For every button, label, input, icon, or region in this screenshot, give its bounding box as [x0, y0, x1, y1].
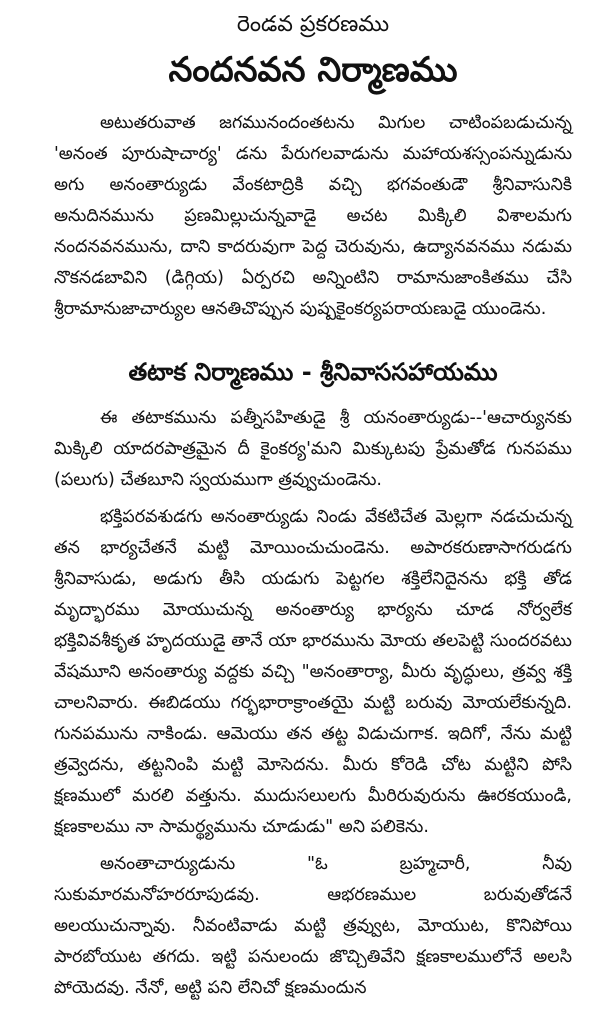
- section-2-title: తటాక నిర్మాణము - శ్రీనివాససహాయము: [128, 358, 498, 386]
- chapter-heading: రెండవ ప్రకరణము: [236, 12, 390, 37]
- section-1-paragraph: అటుతరువాత జగమునందంతటను మిగుల చాటింపబడుచున్న 'అనంత పూరుషాచార్య' డను పేరుగలవాడును మహాయశస్సంపన్నుడును అగు అనంతార్యుడు వేంకటాద్రికి వచ్చి భగవంతుడౌ శ్రీనివాసునికి అనుదినమును ప్రణమిల్లుచున్నవాడై అచట మిక్కిలి విశాలమగు నందనవనమును, దాని కాదరువుగా పెద్ద చెరువును, ఉద్యానవనము నడుమ నొకనడబావిని (డిగ్గియ) ఏర్పరచి అన్నింటిని రామానుజాంకితము చేసి శ్రీరామానుజాచార్యుల ఆనతిచొప్పున పుష్పకైంకర్యపరాయణుడై యుండెను.: [54, 113, 572, 319]
- section-2-paragraph-2: భక్తిపరవశుడగు అనంతార్యుడు నిండు వేకటిచేత మెల్లగా నడచుచున్న తన భార్యచేతనే మట్టి మోయించుచుండెను. అపారకరుణాసాగరుడగు శ్రీనివాసుడు, అడుగు తీసి యడుగు పెట్టగల శక్తిలేనిదైనను భక్తి తోడ మృద్భారము మోయుచున్న అనంతార్యు భార్యను చూడ నోర్వలేక భక్తివివశీకృత హృదయుడై తానే యా భారమును మోయ తలపెట్టి సుందరవటు వేషమూని అనంతార్యు వద్దకు వచ్చి "అనంతార్యా, మీరు వృద్ధులు, త్రవ్వ శక్తి చాలనివారు. ఈబిడయు గర్భభారాక్రాంతయై మట్టి బరువు మోయలేకున్నది. గునపమును నాకిండు. ఆమెయు తన తట్ట విడుచుగాక. ఇదిగో, నేను మట్టి త్రవ్వెదను, తట్టనింపి మట్టి మోసెదను. మీరు కోరెడి చోట మట్టిని పోసి క్షణములో మరలి వత్తును. ముదుసలులగు మీరిరువురును ఊరకయుండి, క్షణకాలము నా సామర్థ్యమును చూడుడు" అని పలికెను.: [54, 507, 572, 837]
- section-2-paragraph-1: ఈ తటాకమును పత్నీసహితుడై శ్రీ యనంతార్యుడు--'ఆచార్యునకు మిక్కిలి యాదరపాత్రమైన దీ కైంకర్య'మని మిక్కుటపు ప్రేమతోడ గునపము (పలుగు) చేతబూని స్వయముగా త్రవ్వుచుండెను.: [54, 408, 572, 490]
- page-title: నందనవన నిర్మాణము: [168, 50, 458, 90]
- section-2-paragraph-3: అనంతాచార్యుడును "ఓ బ్రహ్మచారీ, నీవు సుకుమారమనోహరరూపుడవు. ఆభరణముల బరువుతోడనే అలయుచున్నావు. నీవంటివాడు మట్టి త్రవ్వుట, మోయుట, కొనిపోయి పారబోయుట తగదు. ఇట్టి పనులందు జొచ్చితివేని క్షణకాలములోనే అలసి పోయెదవు. నేనో, అట్టి పని లేనిచో క్షణమందున: [54, 854, 572, 998]
